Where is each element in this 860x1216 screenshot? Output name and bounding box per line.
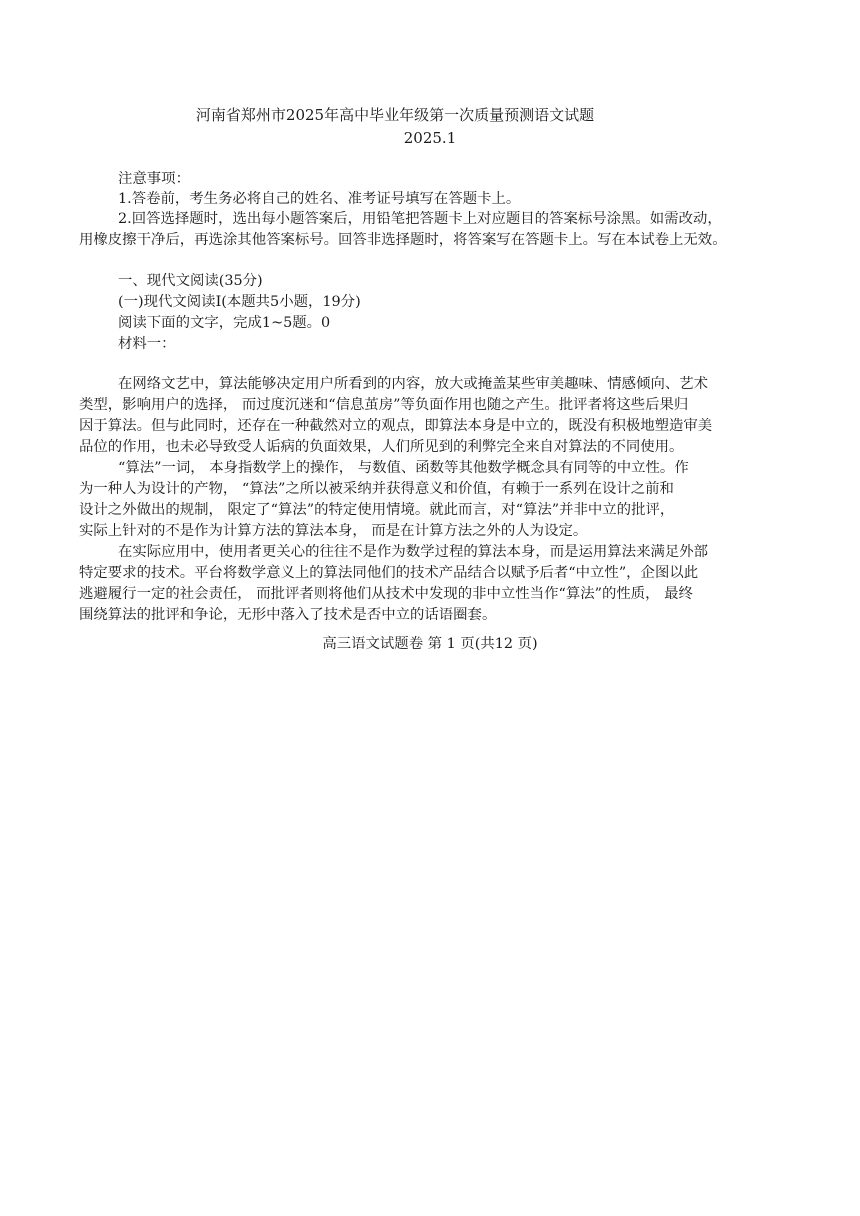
section-heading: 一、现代文阅读(35分) [118,273,263,289]
exam-title: 河南省郑州市2025年高中毕业年级第一次质量预测语文试题 [195,106,595,124]
passage-line: 在网络文艺中，算法能够决定用户所看到的内容，放大或掩盖某些审美趣味、情感倾向、艺术 [118,376,709,392]
passage-line: 围绕算法的批评和争论，无形中落入了技术是否中立的话语圈套。 [79,607,497,623]
section-instruction: 阅读下面的文字，完成1~5题。0 [118,315,331,331]
section-subheading: (一)现代文阅读Ⅰ(本题共5小题，19分) [118,294,361,310]
passage-line: 类型，影响用户的选择， 而过度沉迷和“信息茧房”等负面作用也随之产生。批评者将这些后果归 [79,397,689,413]
passage-line: 品位的作用，也未必导致受人诟病的负面效果，人们所见到的利弊完全来自对算法的不同使用。 [79,439,684,455]
notes-item-1: 1.答卷前，考生务必将自己的姓名、准考证号填写在答题卡上。 [118,191,521,207]
passage-line: 在实际应用中，使用者更关心的往往不是作为数学过程的算法本身，而是运用算法来满足外部 [118,544,709,560]
passage-line: 逃避履行一定的社会责任， 而批评者则将他们从技术中发现的非中立性当作“算法”的性质， 最终 [79,586,693,602]
page-footer: 高三语文试题卷 第 1 页(共12 页) [322,636,538,652]
material-label: 材料一： [118,336,176,352]
passage-line: 为一种人为设计的产物， “算法”之所以被采纳并获得意义和价值，有赖于一系列在设计之前和 [79,481,674,497]
passage-line: 因于算法。但与此同时，还存在一种截然对立的观点，即算法本身是中立的，既没有积极地塑造审美 [79,418,713,434]
passage-line: 实际上针对的不是作为计算方法的算法本身， 而是在计算方法之外的人为设定。 [79,523,588,539]
notes-heading: 注意事项： [118,171,190,187]
notes-item-2-line-2: 用橡皮擦干净后，再选涂其他答案标号。回答非选择题时，将答案写在答题卡上。写在本试卷上无效。 [79,232,727,248]
passage-line: 设计之外做出的规制， 限定了“算法”的特定使用情境。就此而言，对“算法”并非中立的批评， [79,502,675,518]
notes-item-2-line-1: 2.回答选择题时，选出每小题答案后，用铅笔把答题卡上对应题目的答案标号涂黑。如需改动， [118,211,722,227]
exam-date: 2025.1 [403,129,457,147]
passage-line: “算法”一词， 本身指数学上的操作， 与数值、函数等其他数学概念具有同等的中立性。作 [118,460,689,476]
passage-line: 特定要求的技术。平台将数学意义上的算法同他们的技术产品结合以赋予后者“中立性”，企图以此 [79,565,699,581]
